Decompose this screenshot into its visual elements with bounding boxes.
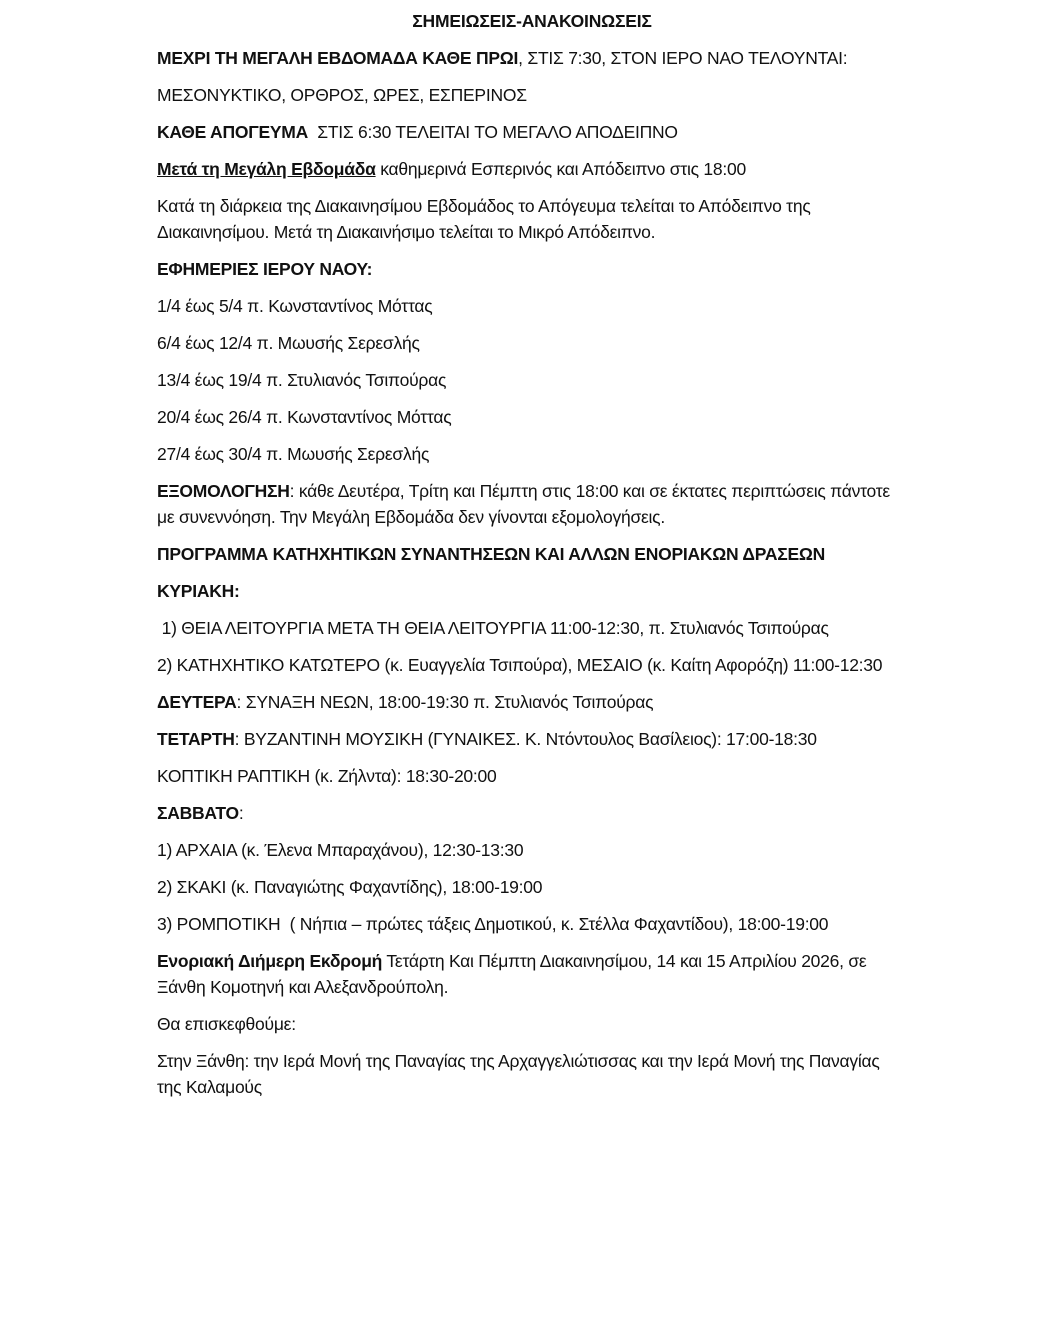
sewing-line: ΚΟΠΤΙΚΗ ΡΑΠΤΙΚΗ (κ. Ζήλντα): 18:30-20:00 [157,766,497,786]
wednesday-label: ΤΕΤΑΡΤΗ [157,729,235,749]
monday-label: ΔΕΥΤΕΡΑ [157,692,237,712]
trip-label: Ενοριακή Διήμερη Εκδρομή [157,951,383,971]
evening-text: ΣΤΙΣ 6:30 ΤΕΛΕΙΤΑΙ ΤΟ ΜΕΓΑΛΟ ΑΠΟΔΕΙΠΝΟ [308,122,678,142]
saturday-colon: : [238,803,244,823]
duty-item: 13/4 έως 19/4 π. Στυλιανός Τσιπούρας [157,370,447,390]
confession-label: ΕΞΟΜΟΛΟΓΗΣΗ [157,481,290,501]
after-holy-week-text: καθημερινά Εσπερινός και Απόδειπνο στις 18:00 [375,159,746,179]
morning-services-line [157,45,907,71]
monday-line [157,689,907,715]
confession-paragraph [157,478,907,530]
diakainisimos-paragraph: Κατά τη διάρκεια της Διακαινησίμου Εβδομάδος το Απόγευμα τελείται το Απόδειπνο της Διακαινησίμου. Μετά τη Διακαινήσιμο τελείται το Μικρό Απόδειπνο. [157,196,811,242]
trip-visit-intro: Θα επισκεφθούμε: [157,1014,296,1034]
saturday-item: 2) ΣΚΑΚΙ (κ. Παναγιώτης Φαχαντίδης), 18:00-19:00 [157,877,543,897]
duty-item: 20/4 έως 26/4 π. Κωνσταντίνος Μόττας [157,407,452,427]
after-holy-week-line [157,156,907,182]
saturday-line [157,800,907,826]
evening-line [157,119,907,145]
wednesday-line [157,726,907,752]
duty-heading: ΕΦΗΜΕΡΙΕΣ ΙΕΡΟΥ ΝΑΟΥ: [157,259,373,279]
sunday-label: ΚΥΡΙΑΚΗ: [157,581,240,601]
document-page [157,0,907,1100]
confession-text: : κάθε Δευτέρα, Τρίτη και Πέμπτη στις 18:00 και σε έκτατες περιπτώσεις πάντοτε με συνεννόηση. Την Μεγάλη Εβδομάδα δεν γίνονται εξομολογήσεις. [157,481,890,527]
duty-item: 1/4 έως 5/4 π. Κωνσταντίνος Μόττας [157,296,433,316]
evening-label: ΚΑΘΕ ΑΠΟΓΕΥΜΑ [157,122,309,142]
monday-text: : ΣΥΝΑΞΗ ΝΕΩΝ, 18:00-19:30 π. Στυλιανός Τσιπούρας [236,692,654,712]
morning-text: , ΣΤΙΣ 7:30, ΣΤΟΝ ΙΕΡΟ ΝΑΟ ΤΕΛΟΥΝΤΑΙ: [518,48,848,68]
trip-xanthi: Στην Ξάνθη: την Ιερά Μονή της Παναγίας της Αρχαγγελιώτισσας και την Ιερά Μονή της Παναγίας της Καλαμούς [157,1051,880,1097]
services-list: ΜΕΣΟΝΥΚΤΙΚΟ, ΟΡΘΡΟΣ, ΩΡΕΣ, ΕΣΠΕΡΙΝΟΣ [157,85,527,105]
duty-item: 27/4 έως 30/4 π. Μωυσής Σερεσλής [157,444,430,464]
saturday-label: ΣΑΒΒΑΤΟ [157,803,239,823]
duty-item: 6/4 έως 12/4 π. Μωυσής Σερεσλής [157,333,420,353]
morning-label: ΜΕΧΡΙ ΤΗ ΜΕΓΑΛΗ ΕΒΔΟΜΑΔΑ ΚΑΘΕ ΠΡΩΙ [157,48,519,68]
sunday-item: 2) ΚΑΤΗΧΗΤΙΚΟ ΚΑΤΩΤΕΡΟ (κ. Ευαγγελία Τσιπούρα), ΜΕΣΑΙΟ (κ. Καίτη Αφορόζη) 11:00-12:30 [157,655,883,675]
wednesday-text: : ΒΥΖΑΝΤΙΝΗ ΜΟΥΣΙΚΗ (ΓΥΝΑΙΚΕΣ. Κ. Ντόντουλος Βασίλειος): 17:00-18:30 [234,729,817,749]
after-holy-week-label: Μετά τη Μεγάλη Εβδομάδα [157,159,376,179]
trip-paragraph [157,948,907,1000]
program-heading: ΠΡΟΓΡΑΜΜΑ ΚΑΤΗΧΗΤΙΚΩΝ ΣΥΝΑΝΤΗΣΕΩΝ ΚΑΙ ΑΛΛΩΝ ΕΝΟΡΙΑΚΩΝ ΔΡΑΣΕΩΝ [157,544,826,564]
sunday-item: 1) ΘΕΙΑ ΛΕΙΤΟΥΡΓΙΑ ΜΕΤΑ ΤΗ ΘΕΙΑ ΛΕΙΤΟΥΡΓΙΑ 11:00-12:30, π. Στυλιανός Τσιπούρας [157,618,829,638]
page-title: ΣΗΜΕΙΩΣΕΙΣ-ΑΝΑΚΟΙΝΩΣΕΙΣ [412,11,652,31]
saturday-item: 1) ΑΡΧΑΙΑ (κ. Έλενα Μπαραχάνου), 12:30-13:30 [157,840,524,860]
saturday-item: 3) ΡΟΜΠΟΤΙΚΗ ( Νήπια – πρώτες τάξεις Δημοτικού, κ. Στέλλα Φαχαντίδου), 18:00-19:00 [157,914,829,934]
trip-text: Τετάρτη Και Πέμπτη Διακαινησίμου, 14 και 15 Απριλίου 2026, σε Ξάνθη Κομοτηνή και Αλεξανδρούπολη. [157,951,867,997]
